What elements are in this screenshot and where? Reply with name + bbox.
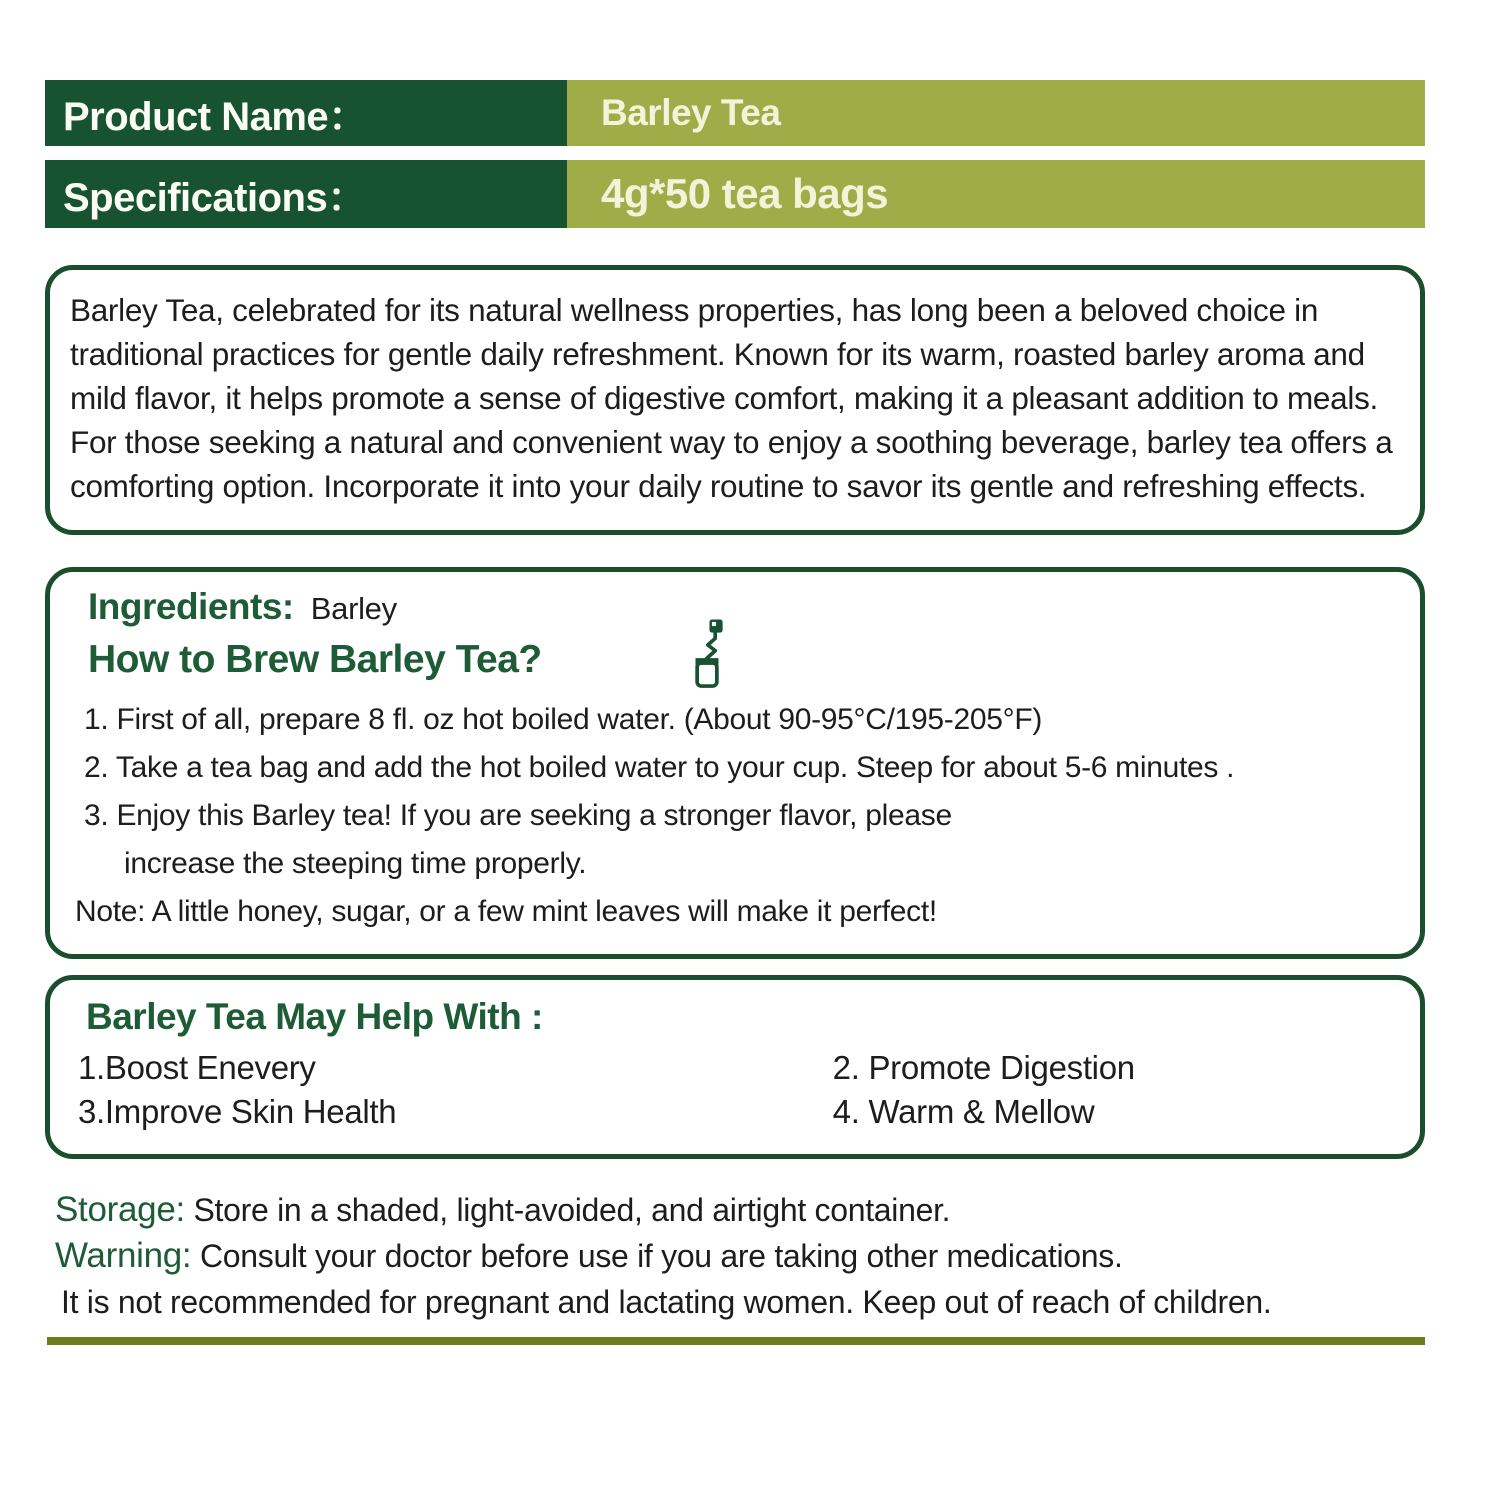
description-text: Barley Tea, celebrated for its natural wellness properties, has long been a beloved choice in traditional practices for gentle daily refreshment. Known for its warm, roasted barley aroma and mild flavor, it helps promote a sense of digestive comfort, making it a pleasant addition to meals. For those seeking a natural and convenient way to enjoy a soothing beverage, barley tea offers a comforting option. Incorporate it into your daily routine to savor its gentle and refreshing effects. [70,292,1393,504]
storage-label: Storage: [55,1190,185,1229]
brew-title-row [88,634,1402,686]
brew-note: Note: A little honey, sugar, or a few mint leaves will make it perfect! [75,895,937,928]
specifications-row [45,160,1425,228]
footer [45,1187,1425,1325]
bottom-divider [47,1337,1425,1345]
product-name-row [45,80,1425,146]
ingredients-value: Barley [310,591,397,626]
description-box [45,265,1425,535]
storage-text: Store in a shaded, light-avoided, and airtight container. [193,1192,951,1228]
benefit-item-3: 3.Improve Skin Health [78,1093,397,1130]
ingredients-row [88,586,1402,628]
brew-step-1: 1. First of all, prepare 8 fl. oz hot boiled water. (About 90-95°C/195-205°F) [84,703,1043,736]
warning-text-2: It is not recommended for pregnant and lactating women. Keep out of reach of children. [61,1284,1272,1320]
brew-step-3-continued: increase the steeping time properly. [124,847,587,880]
brew-step-3: 3. Enjoy this Barley tea! If you are seeking a stronger flavor, please [84,799,952,832]
brew-step-2: 2. Take a tea bag and add the hot boiled water to your cup. Steep for about 5-6 minutes . [84,751,1235,784]
benefit-item-2: 2. Promote Digestion [832,1049,1135,1086]
warning-line [55,1233,1425,1279]
warning-label: Warning: [55,1236,192,1275]
specifications-label: Specifications： [45,160,567,228]
storage-line [55,1187,1425,1233]
specifications-value: 4g*50 tea bags [567,160,1425,228]
brew-title: How to Brew Barley Tea? [88,638,542,681]
header [45,0,1425,228]
teabag-icon [684,617,730,696]
brew-box [45,567,1425,959]
ingredients-label: Ingredients: [88,586,294,627]
benefit-item-4: 4. Warm & Mellow [832,1093,1095,1130]
warning-line-2 [55,1279,1425,1325]
benefit-item-1: 1.Boost Enevery [78,1049,316,1086]
product-info-panel [45,0,1425,1345]
benefits-box [45,975,1425,1159]
warning-text: Consult your doctor before use if you are taking other medications. [199,1238,1123,1274]
benefits-title: Barley Tea May Help With : [86,996,543,1037]
product-name-value: Barley Tea [567,80,1425,146]
product-name-label: Product Name： [45,80,567,146]
brew-steps [84,696,1402,888]
benefits-list [78,1046,1402,1134]
